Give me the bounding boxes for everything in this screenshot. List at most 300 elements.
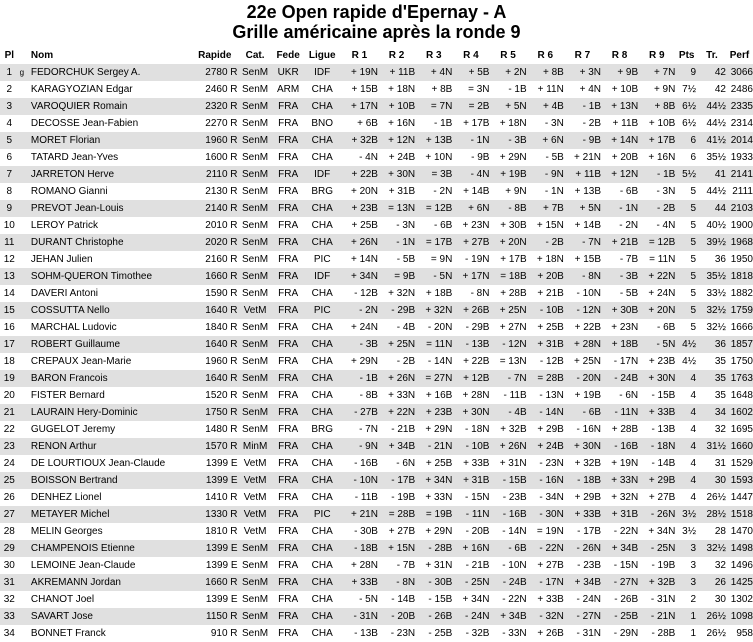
round-result-cell: - 16B (354, 458, 378, 469)
points-cell: 3 (675, 574, 698, 591)
round-result-cell: - 17B (577, 526, 601, 537)
performance-cell: 2111 (732, 186, 753, 197)
round-result-cell: - 2B (527, 234, 564, 251)
tiebreak-cell: 41 (698, 166, 726, 183)
table-body (0, 64, 753, 642)
performance-cell: 1648 (730, 390, 753, 401)
round-result-cell: = 9B (378, 268, 415, 285)
federation-cell: UKR (273, 64, 304, 81)
tiebreak-cell: 36 (698, 336, 726, 353)
category-cell: SenM (238, 574, 273, 591)
rating-cell: 2020 R (192, 234, 237, 251)
points-cell: 6½ (682, 118, 697, 129)
round-result-cell: + 7N (638, 64, 675, 81)
rank-cell: 14 (3, 288, 15, 299)
round-result-cell: - 14B (391, 594, 416, 605)
tiebreak-cell: 31 (714, 458, 726, 469)
round-result-cell: - 1N (452, 132, 489, 149)
rating-cell: 1150 R (192, 608, 237, 625)
round-result-cell: + 18B (601, 336, 638, 353)
name-cell: BOISSON Bertrand (29, 472, 192, 489)
performance-cell: 3066 (726, 64, 753, 81)
tiebreak-cell: 32 (714, 560, 726, 571)
round-result-cell: - 1B (564, 98, 601, 115)
round-result-cell: = 3N (468, 84, 490, 95)
round-result-cell: + 29N (425, 526, 453, 537)
points-cell: 5 (675, 302, 698, 319)
round-result-cell: + 20B (527, 268, 564, 285)
round-result-cell: + 32N (415, 302, 452, 319)
round-result-cell: + 5N (489, 98, 526, 115)
round-result-cell: - 6B (433, 220, 453, 231)
round-result-cell: - 13B (452, 336, 489, 353)
round-result-cell: - 29B (378, 302, 415, 319)
round-result-cell: + 26N (489, 438, 526, 455)
rank-cell: 26 (3, 492, 15, 503)
table-row (0, 404, 753, 421)
points-cell: 5 (690, 288, 697, 299)
table-row (0, 319, 753, 336)
column-header: R 9 (648, 49, 665, 61)
federation-cell: FRA (278, 118, 299, 129)
round-result-cell: + 32B (574, 458, 601, 469)
round-result-cell: + 24B (527, 438, 564, 455)
rating-cell: 2160 R (205, 254, 238, 265)
table-row (0, 608, 753, 625)
round-result-cell: + 6B (357, 118, 378, 129)
round-result-cell: + 32B (638, 574, 675, 591)
round-result-cell: + 33B (564, 506, 601, 523)
points-cell: 4 (690, 458, 697, 469)
name-cell: MORET Florian (29, 132, 192, 149)
round-result-cell: = 28B (527, 370, 564, 387)
round-result-cell: - 16B (601, 438, 638, 455)
federation-cell: FRA (278, 288, 299, 299)
federation-cell: FRA (278, 186, 299, 197)
round-result-cell: = 11N (415, 336, 452, 353)
performance-cell: 1470 (730, 526, 753, 537)
league-cell: CHA (304, 336, 341, 353)
title-cell (19, 608, 29, 625)
rating-cell: 1640 R (192, 370, 237, 387)
points-cell: 4 (690, 390, 697, 401)
title-cell (19, 506, 29, 523)
round-result-cell: + 31B (601, 506, 638, 523)
round-result-cell: - 33N (502, 628, 527, 639)
round-result-cell: - 12N (489, 336, 526, 353)
round-result-cell: - 21B (391, 424, 416, 435)
round-result-cell: - 24B (489, 574, 526, 591)
category-cell: VetM (238, 472, 273, 489)
title-cell (19, 591, 29, 608)
round-result-cell: = 9N (430, 254, 453, 265)
table-row (0, 268, 753, 285)
round-result-cell: + 23N (462, 220, 490, 231)
rank-cell: 27 (0, 506, 19, 523)
round-result-cell: = 3B (415, 166, 452, 183)
rating-cell: 1660 R (192, 268, 237, 285)
round-result-cell: + 34B (489, 608, 526, 625)
table-row (0, 387, 753, 404)
rank-cell: 31 (0, 574, 19, 591)
league-cell: CHA (304, 608, 341, 625)
performance-cell: 1882 (730, 288, 753, 299)
federation-cell: FRA (273, 200, 304, 217)
table-row (0, 81, 753, 98)
round-result-cell: - 2B (638, 200, 675, 217)
name-cell: JEHAN Julien (30, 254, 93, 265)
tiebreak-cell: 33½ (706, 288, 726, 299)
round-result-cell: + 34N (341, 268, 378, 285)
category-cell: SenM (238, 370, 273, 387)
round-result-cell: + 11B (612, 118, 639, 129)
round-result-cell: - 25B (428, 628, 453, 639)
table-row (0, 115, 753, 132)
round-result-cell: - 3N (396, 220, 416, 231)
category-cell: VetM (238, 506, 273, 523)
round-result-cell: - 2N (341, 302, 378, 319)
points-cell: 3½ (675, 506, 698, 523)
rating-cell: 2010 R (205, 220, 238, 231)
round-result-cell: - 10N (502, 560, 527, 571)
round-result-cell: - 6N (396, 458, 416, 469)
column-header: Ligue (308, 49, 336, 61)
round-result-cell: + 29B (574, 492, 601, 503)
round-result-cell: - 20B (378, 608, 415, 625)
rank-cell: 20 (3, 390, 15, 401)
rating-cell: 1399 E (205, 560, 238, 571)
performance-cell: 1602 (726, 404, 753, 421)
round-result-cell: = 19B (415, 506, 452, 523)
rating-cell: 2270 R (205, 118, 238, 129)
category-cell: SenM (238, 200, 273, 217)
round-result-cell: = 7N (415, 98, 452, 115)
round-result-cell: - 16B (489, 506, 526, 523)
name-cell: LAURAIN Hery-Dominic (29, 404, 192, 421)
round-result-cell: + 17N (341, 98, 378, 115)
name-cell: TATARD Jean-Yves (30, 152, 119, 163)
league-cell: CHA (311, 390, 333, 401)
points-cell: 3 (675, 540, 698, 557)
rating-cell: 1750 R (192, 404, 237, 421)
rating-cell: 1640 R (192, 302, 237, 319)
round-result-cell: + 32N (611, 492, 639, 503)
round-result-cell: - 4B (396, 322, 416, 333)
round-result-cell: - 20B (465, 526, 490, 537)
league-cell: CHA (304, 574, 341, 591)
federation-cell: FRA (278, 322, 299, 333)
round-result-cell: + 29N (499, 152, 527, 163)
name-cell: DE LOURTIOUX Jean-Claude (30, 458, 166, 469)
table-row (0, 132, 753, 149)
title-cell (19, 149, 29, 166)
points-cell: 6½ (675, 98, 698, 115)
tiebreak-cell: 44 (698, 200, 726, 217)
round-result-cell: + 25N (489, 302, 526, 319)
title-cell (19, 132, 29, 149)
round-result-cell: + 17B (638, 132, 675, 149)
points-cell: 5 (675, 234, 698, 251)
table-row (0, 98, 753, 115)
tiebreak-cell: 40½ (706, 220, 726, 231)
federation-cell: FRA (278, 152, 299, 163)
round-result-cell: + 28B (611, 424, 639, 435)
league-cell: PIC (304, 302, 341, 319)
table-row (0, 200, 753, 217)
round-result-cell: + 29N (425, 424, 453, 435)
federation-cell: FRA (273, 268, 304, 285)
round-result-cell: - 2B (582, 118, 601, 129)
tiebreak-cell: 44½ (706, 186, 726, 197)
round-result-cell: + 34N (648, 526, 676, 537)
column-header: R 6 (537, 49, 554, 61)
round-result-cell: + 24B (388, 152, 416, 163)
round-result-cell: - 1N (378, 234, 415, 251)
round-result-cell: - 28B (651, 628, 676, 639)
league-cell: CHA (304, 234, 341, 251)
rating-cell: 1810 R (205, 526, 238, 537)
category-cell: SenM (242, 560, 269, 571)
round-result-cell: + 26B (452, 302, 489, 319)
round-result-cell: + 17B (500, 254, 527, 265)
title-cell (19, 336, 29, 353)
title-cell (19, 523, 29, 540)
points-cell: 4 (690, 424, 697, 435)
points-cell: 4½ (675, 336, 698, 353)
round-result-cell: + 4N (579, 84, 601, 95)
table-row (0, 472, 753, 489)
round-result-cell: + 23N (611, 322, 639, 333)
round-result-cell: + 22B (341, 166, 378, 183)
federation-cell: FRA (273, 506, 304, 523)
category-cell: SenM (238, 404, 273, 421)
federation-cell: FRA (278, 526, 299, 537)
round-result-cell: - 9N (341, 438, 378, 455)
round-result-cell: - 1N (544, 186, 564, 197)
tiebreak-cell: 32½ (706, 322, 726, 333)
rank-cell: 29 (0, 540, 19, 557)
round-result-cell: - 15B (651, 390, 676, 401)
round-result-cell: - 10N (576, 288, 601, 299)
category-cell: VetM (243, 458, 267, 469)
round-result-cell: + 34N (415, 472, 452, 489)
round-result-cell: - 2N (433, 186, 453, 197)
tiebreak-cell: 35 (714, 390, 726, 401)
round-result-cell: + 16N (388, 118, 416, 129)
tiebreak-cell: 26½ (706, 628, 726, 639)
category-cell: SenM (242, 322, 269, 333)
round-result-cell: + 2N (489, 64, 526, 81)
league-cell: CHA (304, 200, 341, 217)
table-row (0, 183, 753, 200)
title-cell (19, 438, 29, 455)
table-row (0, 625, 753, 642)
round-result-cell: + 12N (601, 166, 638, 183)
round-result-cell: - 24N (452, 608, 489, 625)
name-cell: DURANT Christophe (29, 234, 192, 251)
round-result-cell: + 5N (564, 200, 601, 217)
federation-cell: FRA (273, 438, 304, 455)
round-result-cell: - 31N (650, 594, 676, 605)
round-result-cell: + 19B (574, 390, 601, 401)
round-result-cell: + 8B (638, 98, 675, 115)
federation-cell: FRA (273, 166, 304, 183)
table-row (0, 591, 753, 608)
round-result-cell: - 22N (527, 540, 564, 557)
performance-cell: 1933 (730, 152, 753, 163)
round-result-cell: - 7N (359, 424, 378, 435)
round-result-cell: - 18N (638, 438, 675, 455)
round-result-cell: = 12B (638, 234, 675, 251)
round-result-cell: - 13B (354, 628, 378, 639)
round-result-cell: + 24N (351, 322, 378, 333)
round-result-cell: - 1B (508, 84, 527, 95)
rating-cell: 2130 R (205, 186, 238, 197)
page-subtitle: Grille américaine après la ronde 9 (232, 22, 521, 42)
performance-cell: 1529 (730, 458, 753, 469)
column-header: R 5 (500, 49, 516, 61)
rating-cell: 1399 E (205, 594, 238, 605)
name-cell: PREVOT Jean-Louis (29, 200, 192, 217)
points-cell: 5 (690, 254, 697, 265)
round-result-cell: + 10N (425, 152, 453, 163)
round-result-cell: - 18N (465, 424, 490, 435)
round-result-cell: + 27B (648, 492, 676, 503)
column-header: Cat. (245, 49, 265, 61)
round-result-cell: - 7N (489, 370, 526, 387)
title-cell (19, 387, 29, 404)
round-result-cell: + 32B (341, 132, 378, 149)
title-cell (19, 268, 29, 285)
league-cell: CHA (311, 492, 333, 503)
column-header: R 4 (463, 49, 479, 61)
round-result-cell: - 30N (527, 506, 564, 523)
round-result-cell: + 19N (341, 64, 378, 81)
column-header: Tr. (706, 49, 718, 61)
performance-cell: 1496 (730, 560, 753, 571)
title-cell (19, 115, 29, 132)
round-result-cell: = 13N (378, 200, 415, 217)
round-result-cell: - 6B (564, 404, 601, 421)
category-cell: MinM (238, 438, 273, 455)
points-cell: 4½ (682, 356, 697, 367)
league-cell: CHA (311, 288, 333, 299)
title-cell (19, 489, 29, 506)
round-result-cell: - 14B (651, 458, 676, 469)
round-result-cell: + 30N (378, 166, 415, 183)
round-result-cell: + 10B (378, 98, 415, 115)
category-cell: VetM (238, 302, 273, 319)
round-result-cell: + 14B (574, 220, 601, 231)
title-cell (19, 472, 29, 489)
points-cell: 9 (675, 64, 698, 81)
points-cell: 4 (675, 370, 698, 387)
league-cell: CHA (311, 526, 333, 537)
performance-cell: 958 (736, 628, 753, 639)
round-result-cell: - 21N (638, 608, 675, 625)
round-result-cell: - 9B (564, 132, 601, 149)
header-row (0, 46, 753, 64)
federation-cell: FRA (278, 220, 299, 231)
name-cell: VAROQUIER Romain (29, 98, 192, 115)
table-row (0, 574, 753, 591)
round-result-cell: - 3B (601, 268, 638, 285)
round-result-cell: + 26N (341, 234, 378, 251)
points-cell: 4 (675, 404, 698, 421)
name-cell: BONNET Franck (30, 628, 106, 639)
league-cell: PIC (304, 506, 341, 523)
league-cell: PIC (313, 254, 331, 265)
round-result-cell: + 16N (648, 152, 676, 163)
league-cell: CHA (304, 404, 341, 421)
round-result-cell: + 13N (601, 98, 638, 115)
name-cell: COSSUTTA Nello (29, 302, 192, 319)
tiebreak-cell: 28½ (698, 506, 726, 523)
round-result-cell: - 5N (638, 336, 675, 353)
league-cell: CHA (311, 356, 333, 367)
round-result-cell: + 14N (601, 132, 638, 149)
round-result-cell: = 19N (536, 526, 564, 537)
league-cell: CHA (304, 540, 341, 557)
round-result-cell: + 4B (527, 98, 564, 115)
federation-cell: FRA (278, 458, 299, 469)
table-row (0, 489, 753, 506)
tiebreak-cell: 42 (698, 64, 726, 81)
rank-cell: 18 (3, 356, 15, 367)
points-cell: 4 (675, 472, 698, 489)
category-cell: SenM (242, 288, 269, 299)
rank-cell: 23 (0, 438, 19, 455)
column-header: Pts (678, 49, 695, 61)
round-result-cell: - 10B (527, 302, 564, 319)
table-row (0, 523, 753, 540)
round-result-cell: + 23B (341, 200, 378, 217)
rating-cell: 1520 R (205, 390, 238, 401)
title-cell (19, 166, 29, 183)
round-result-cell: + 15N (378, 540, 415, 557)
round-result-cell: + 15N (536, 220, 564, 231)
round-result-cell: + 26B (537, 628, 564, 639)
points-cell: 5 (690, 220, 697, 231)
round-result-cell: + 33B (341, 574, 378, 591)
name-cell: ROMANO Gianni (30, 186, 108, 197)
points-cell: 5 (675, 268, 698, 285)
name-cell: METAYER Michel (29, 506, 192, 523)
tiebreak-cell: 36 (714, 254, 726, 265)
performance-cell: 1447 (730, 492, 753, 503)
performance-cell: 1950 (730, 254, 753, 265)
tiebreak-cell: 35 (714, 356, 726, 367)
points-cell: 3½ (682, 526, 697, 537)
round-result-cell: - 8N (378, 574, 415, 591)
round-result-cell: - 26B (614, 594, 639, 605)
round-result-cell: - 23N (390, 628, 416, 639)
league-cell: CHA (311, 560, 333, 571)
federation-cell: FRA (273, 302, 304, 319)
round-result-cell: + 27N (499, 322, 527, 333)
name-cell: ROBERT Guillaume (29, 336, 192, 353)
federation-cell: FRA (273, 98, 304, 115)
round-result-cell: + 21B (601, 234, 638, 251)
round-result-cell: - 1B (341, 370, 378, 387)
performance-cell: 2141 (726, 166, 753, 183)
round-result-cell: - 8N (564, 268, 601, 285)
rating-cell: 1640 R (192, 336, 237, 353)
performance-cell: 1518 (726, 506, 753, 523)
name-cell: BARON Francois (29, 370, 192, 387)
round-result-cell: - 12B (539, 356, 564, 367)
rating-cell: 1399 E (192, 540, 237, 557)
